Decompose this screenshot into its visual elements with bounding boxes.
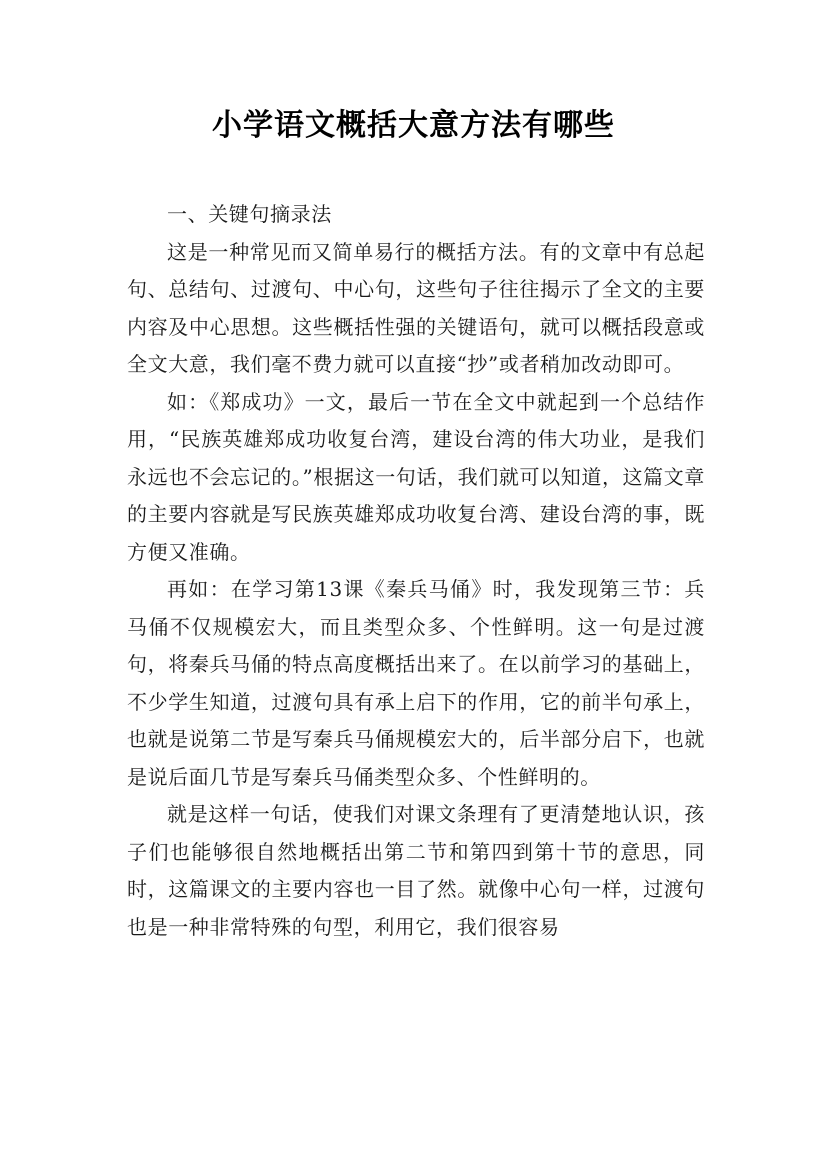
section-heading: 一、关键句摘录法 bbox=[167, 202, 332, 226]
paragraph: 如：《郑成功》一文，最后一节在全文中就起到一个总结作用，“民族英雄郑成功收复台湾，建设台湾的伟大功业，是我们永远也不会忘记的。”根据这一句话，我们就可以知道，这篇文章的主要内容就是写民族英雄郑成功收复台湾、建设台湾的事，既方便又准确。 bbox=[127, 389, 705, 564]
paragraph: 这是一种常见而又简单易行的概括方法。有的文章中有总起句、总结句、过渡句、中心句，这些句子往往揭示了全文的主要内容及中心思想。这些概括性强的关键语句，就可以概括段意或全文大意，我们毫不费力就可以直接“抄”或者稍加改动即可。 bbox=[127, 239, 705, 376]
document-title: 小学语文概括大意方法有哪些 bbox=[212, 108, 615, 143]
paragraph: 就是这样一句话，使我们对课文条理有了更清楚地认识，孩子们也能够很自然地概括出第二节和第四到第十节的意思，同时，这篇课文的主要内容也一目了然。就像中心句一样，过渡句也是一种非常特殊的句型，利用它，我们很容易 bbox=[127, 802, 705, 939]
paragraph: 再如：在学习第13课《秦兵马俑》时，我发现第三节：兵马俑不仅规模宏大，而且类型众多、个性鲜明。这一句是过渡句，将秦兵马俑的特点高度概括出来了。在以前学习的基础上，不少学生知道，过渡句具有承上启下的作用，它的前半句承上，也就是说第二节是写秦兵马俑规模宏大的，后半部分启下，也就是说后面几节是写秦兵马俑类型众多、个性鲜明的。 bbox=[127, 577, 705, 789]
document-body bbox=[127, 196, 705, 946]
